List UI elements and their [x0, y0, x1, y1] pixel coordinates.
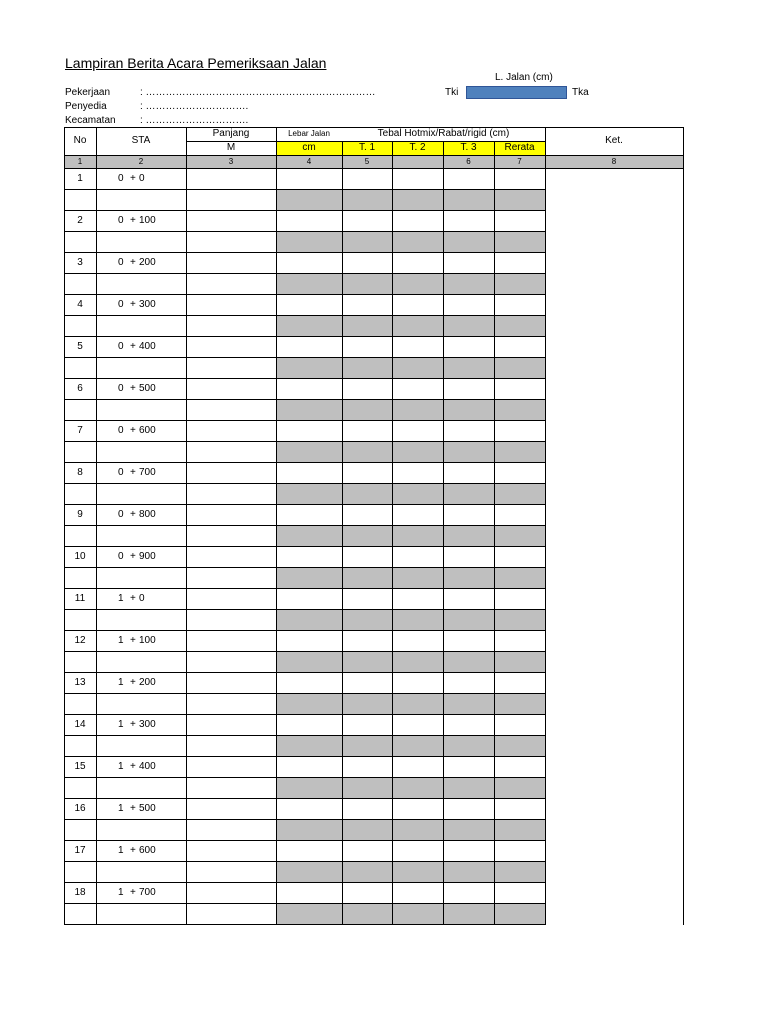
- table-row: [64, 672, 186, 693]
- sta-km: 1: [118, 676, 124, 688]
- grid-line: [64, 168, 684, 169]
- grid-line: [64, 315, 546, 316]
- grid-line: [64, 483, 546, 484]
- meta-label-pekerjaan: Pekerjaan: [65, 87, 111, 98]
- grid-line: [64, 420, 546, 421]
- shaded-cells: [276, 525, 545, 546]
- sta-meter: 700: [139, 886, 156, 898]
- grid-line: [64, 756, 546, 757]
- shaded-cells: [276, 777, 545, 798]
- row-number: 9: [77, 508, 83, 520]
- road-width-right-label: Tka: [572, 87, 589, 98]
- grid-line: [64, 127, 65, 925]
- meta-label-kecamatan: Kecamatan: [65, 115, 116, 126]
- sta-meter: 0: [139, 592, 145, 604]
- header-t3: T. 3: [460, 142, 477, 153]
- table-row: [64, 546, 186, 567]
- sta-separator: +: [130, 340, 136, 352]
- grid-line: [64, 903, 546, 904]
- grid-line: [64, 546, 546, 547]
- sta-km: 0: [118, 550, 124, 562]
- shaded-cells: [276, 651, 545, 672]
- row-number: 6: [77, 382, 83, 394]
- sta-meter: 200: [139, 676, 156, 688]
- row-number: 7: [77, 424, 83, 436]
- sta-meter: 300: [139, 298, 156, 310]
- header-t2: T. 2: [409, 142, 426, 153]
- row-number: 2: [77, 214, 83, 226]
- sta-km: 1: [118, 844, 124, 856]
- grid-line: [276, 127, 277, 925]
- sta-km: 0: [118, 424, 124, 436]
- meta-value-pekerjaan[interactable]: : ……………………………………………………………: [140, 87, 376, 98]
- table-row: [64, 588, 186, 609]
- shaded-cells: [276, 273, 545, 294]
- header-rerata: Rerata: [504, 142, 535, 153]
- shaded-cells: [276, 819, 545, 840]
- grid-line: [96, 127, 97, 925]
- row-number: 4: [77, 298, 83, 310]
- grid-line: [64, 399, 546, 400]
- sta-km: 0: [118, 172, 124, 184]
- column-number: 2: [138, 156, 144, 166]
- grid-line: [64, 588, 546, 589]
- row-number: 11: [74, 592, 86, 604]
- sta-separator: +: [130, 634, 136, 646]
- table-row: [64, 252, 186, 273]
- meta-value-penyedia[interactable]: : ………………………….: [140, 101, 249, 112]
- sta-km: 1: [118, 760, 124, 772]
- shaded-cells: [276, 189, 545, 210]
- row-number: 15: [74, 760, 86, 772]
- table-row: [64, 756, 186, 777]
- header-panjang: Panjang: [212, 128, 250, 139]
- row-number: 13: [74, 676, 86, 688]
- road-width-left-label: Tki: [445, 87, 459, 98]
- sta-separator: +: [130, 508, 136, 520]
- sta-km: 0: [118, 382, 124, 394]
- grid-line: [64, 127, 684, 128]
- sta-separator: +: [130, 760, 136, 772]
- grid-line: [64, 231, 546, 232]
- shaded-cells: [276, 231, 545, 252]
- table-row: [64, 210, 186, 231]
- column-number: 5: [364, 156, 370, 166]
- sta-km: 0: [118, 256, 124, 268]
- sta-meter: 600: [139, 424, 156, 436]
- column-number: 7: [517, 156, 522, 166]
- header-ket: Ket.: [605, 135, 623, 146]
- sta-meter: 400: [139, 760, 156, 772]
- grid-line: [64, 651, 546, 652]
- sta-separator: +: [130, 382, 136, 394]
- table-row: [64, 336, 186, 357]
- grid-line: [186, 127, 187, 925]
- sta-separator: +: [130, 424, 136, 436]
- grid-line: [64, 693, 546, 694]
- row-number: 5: [77, 340, 83, 352]
- grid-line: [64, 924, 546, 925]
- shaded-cells: [276, 735, 545, 756]
- header-panjang-unit: M: [226, 142, 236, 153]
- shaded-cells: [276, 861, 545, 882]
- sta-meter: 400: [139, 340, 156, 352]
- grid-line: [443, 141, 444, 925]
- road-width-label: L. Jalan (cm): [495, 72, 553, 83]
- sta-separator: +: [130, 886, 136, 898]
- sta-meter: 100: [139, 214, 156, 226]
- grid-line: [64, 567, 546, 568]
- column-number: 4: [306, 156, 312, 166]
- row-number: 17: [74, 844, 86, 856]
- grid-line: [64, 357, 546, 358]
- sta-meter: 200: [139, 256, 156, 268]
- grid-line: [64, 525, 546, 526]
- grid-line: [64, 861, 546, 862]
- sta-separator: +: [130, 592, 136, 604]
- grid-line: [64, 798, 546, 799]
- sta-km: 1: [118, 802, 124, 814]
- table-row: [64, 504, 186, 525]
- shaded-cells: [276, 483, 545, 504]
- header-no: No: [73, 135, 87, 146]
- shaded-cells: [276, 609, 545, 630]
- meta-value-kecamatan[interactable]: : ………………………….: [140, 115, 249, 126]
- sta-km: 1: [118, 592, 124, 604]
- sta-separator: +: [130, 718, 136, 730]
- grid-line: [64, 378, 546, 379]
- grid-line: [392, 141, 393, 925]
- grid-line: [64, 336, 546, 337]
- sta-separator: +: [130, 466, 136, 478]
- sta-km: 1: [118, 886, 124, 898]
- grid-line: [64, 714, 546, 715]
- grid-line: [64, 273, 546, 274]
- meta-label-penyedia: Penyedia: [65, 101, 107, 112]
- grid-line: [64, 735, 546, 736]
- grid-line: [64, 441, 546, 442]
- grid-line: [64, 294, 546, 295]
- row-number: 14: [74, 718, 86, 730]
- page-title: Lampiran Berita Acara Pemeriksaan Jalan: [65, 55, 327, 71]
- table-row: [64, 882, 186, 903]
- grid-line: [64, 252, 546, 253]
- grid-line: [64, 189, 546, 190]
- shaded-cells: [276, 357, 545, 378]
- shaded-cells: [276, 399, 545, 420]
- sta-separator: +: [130, 844, 136, 856]
- grid-line: [64, 819, 546, 820]
- grid-line: [64, 672, 546, 673]
- grid-line: [64, 504, 546, 505]
- shaded-cells: [276, 693, 545, 714]
- sta-km: 0: [118, 214, 124, 226]
- sta-meter: 600: [139, 844, 156, 856]
- grid-line: [64, 630, 546, 631]
- grid-line: [494, 141, 495, 925]
- sta-km: 0: [118, 298, 124, 310]
- sta-separator: +: [130, 214, 136, 226]
- sta-km: 1: [118, 718, 124, 730]
- sta-meter: 0: [139, 172, 145, 184]
- grid-line: [545, 155, 684, 156]
- sta-meter: 300: [139, 718, 156, 730]
- grid-line: [64, 462, 546, 463]
- header-sta: STA: [131, 135, 151, 146]
- sta-separator: +: [130, 676, 136, 688]
- row-number: 8: [77, 466, 83, 478]
- table-row: [64, 294, 186, 315]
- shaded-cells: [276, 567, 545, 588]
- table-row: [64, 840, 186, 861]
- row-number: 18: [74, 886, 86, 898]
- sta-separator: +: [130, 256, 136, 268]
- row-number: 10: [74, 550, 86, 562]
- row-number: 1: [77, 172, 83, 184]
- row-number: 12: [74, 634, 86, 646]
- sta-km: 0: [118, 508, 124, 520]
- table-row: [64, 420, 186, 441]
- grid-line: [186, 141, 546, 142]
- sta-separator: +: [130, 172, 136, 184]
- column-number: 8: [611, 156, 617, 166]
- grid-line: [64, 840, 546, 841]
- sta-separator: +: [130, 298, 136, 310]
- table-row: [64, 798, 186, 819]
- column-number: 6: [466, 156, 471, 166]
- table-row: [64, 630, 186, 651]
- table-row: [64, 462, 186, 483]
- grid-line: [64, 210, 546, 211]
- sta-km: 0: [118, 466, 124, 478]
- shaded-cells: [276, 315, 545, 336]
- sta-km: 1: [118, 634, 124, 646]
- shaded-cells: [276, 903, 545, 924]
- sta-meter: 500: [139, 802, 156, 814]
- grid-line: [545, 127, 546, 925]
- sta-separator: +: [130, 802, 136, 814]
- header-t1: T. 1: [358, 142, 376, 153]
- sta-km: 0: [118, 340, 124, 352]
- table-row: [64, 714, 186, 735]
- table-row: [64, 168, 186, 189]
- sta-meter: 900: [139, 550, 156, 562]
- grid-line: [683, 127, 684, 925]
- header-lebar-jalan: Lebar Jalan: [288, 129, 330, 138]
- table-row: [64, 378, 186, 399]
- grid-line: [64, 609, 546, 610]
- header-lebar-unit: cm: [302, 142, 316, 153]
- sta-meter: 800: [139, 508, 156, 520]
- column-number: 1: [77, 156, 83, 166]
- sta-meter: 700: [139, 466, 156, 478]
- grid-line: [64, 155, 546, 156]
- sta-meter: 500: [139, 382, 156, 394]
- grid-line: [342, 141, 343, 925]
- row-number: 3: [77, 256, 83, 268]
- grid-line: [64, 882, 546, 883]
- row-number: 16: [74, 802, 86, 814]
- column-number: 3: [228, 156, 234, 166]
- sta-separator: +: [130, 550, 136, 562]
- grid-line: [64, 777, 546, 778]
- header-tebal: Tebal Hotmix/Rabat/rigid (cm): [377, 128, 510, 139]
- sta-meter: 100: [139, 634, 156, 646]
- shaded-cells: [276, 441, 545, 462]
